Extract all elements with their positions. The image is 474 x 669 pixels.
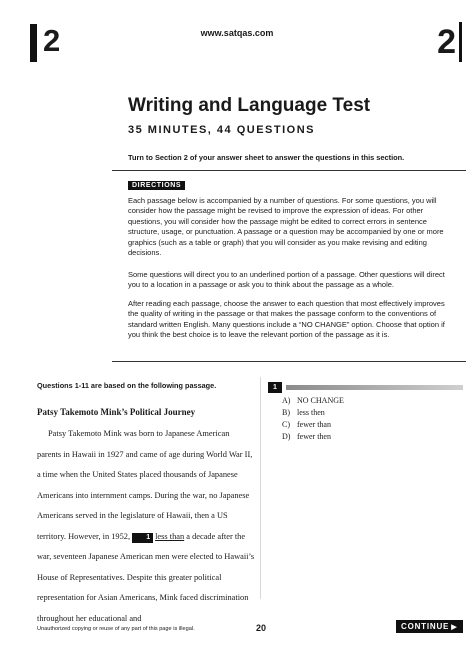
questions-heading: Questions 1-11 are based on the following passage. (37, 381, 217, 390)
option-letter: B) (282, 408, 290, 417)
divider-bottom (112, 361, 466, 362)
option-c[interactable] (282, 419, 344, 431)
option-d[interactable] (282, 431, 344, 443)
directions-paragraph-2: Some questions will direct you to an underlined portion of a passage. Other questions will direct you to a location in a passage or ask you to think about the passage as a whole. (128, 270, 445, 290)
arrow-right-icon: ▶ (451, 624, 458, 631)
section-bar-right (459, 22, 462, 62)
section-marker-right (437, 22, 462, 62)
continue-label: CONTINUE (401, 622, 450, 631)
question-number: 1 (268, 382, 282, 393)
option-text: fewer than (297, 420, 331, 429)
option-text: fewer then (297, 432, 331, 441)
option-letter: C) (282, 420, 290, 429)
passage-body (37, 424, 255, 629)
question-marker: 1 (132, 533, 153, 543)
option-text: less then (297, 408, 325, 417)
option-letter: A) (282, 396, 291, 405)
test-instruction: Turn to Section 2 of your answer sheet to answer the questions in this section. (128, 153, 405, 162)
copyright-notice: Unauthorized copying or reuse of any part of this page is illegal. (37, 626, 195, 632)
question-header-shade (286, 385, 463, 390)
option-text: NO CHANGE (297, 396, 344, 405)
divider-top (112, 170, 466, 171)
passage-text-before: Patsy Takemoto Mink was born to Japanese American parents in Hawaii in 1927 and came of age during World War II, a time when the United States placed thousands of Japanese Americans into internment camps. During the war, no Japanese Americans served in the legislature of Hawaii, then a US territory. However, in 1952, (37, 429, 253, 541)
directions-paragraph-1: Each passage below is accompanied by a number of questions. For some questions, you will consider how the passage might be revised to improve the expression of ideas. For other questions, you will consider how the passage might be edited to correct errors in sentence structure, usage, or punctuation. A passage or a question may be accompanied by one or more graphics (such as a table or graph) that you will consider as you make revising and editing decisions. (128, 196, 444, 258)
question-1-header (268, 382, 463, 393)
passage-title: Patsy Takemoto Mink’s Political Journey (37, 407, 196, 417)
option-letter: D) (282, 432, 291, 441)
continue-badge (396, 620, 463, 633)
test-subtitle: 35 MINUTES, 44 QUESTIONS (128, 124, 315, 136)
page-number: 20 (256, 623, 267, 633)
directions-paragraph-3: After reading each passage, choose the answer to each question that most effectively improves the quality of writing in the passage or that makes the passage conform to the conventions of standard written English. Many questions include a “NO CHANGE” option. Choose that option if you think the best choice is to leave the relevant portion of the passage as it is. (128, 299, 445, 340)
test-title: Writing and Language Test (128, 95, 371, 116)
directions-label: DIRECTIONS (128, 181, 185, 190)
passage-text-after: a decade after the war, seventeen Japanese American men were elected to Hawaii’s House of Representatives. Despite this greater political representation for Asian Americans, Mink faced discrimination throughout her educational and (37, 531, 255, 623)
section-number: 2 (43, 23, 61, 58)
passage-paragraph (37, 424, 255, 629)
underlined-portion: less than (155, 531, 185, 541)
option-a[interactable] (282, 395, 344, 407)
section-number-right: 2 (437, 23, 456, 61)
answer-options (282, 395, 344, 443)
site-url: www.satqas.com (200, 28, 274, 38)
option-b[interactable] (282, 407, 344, 419)
column-divider (260, 377, 261, 599)
